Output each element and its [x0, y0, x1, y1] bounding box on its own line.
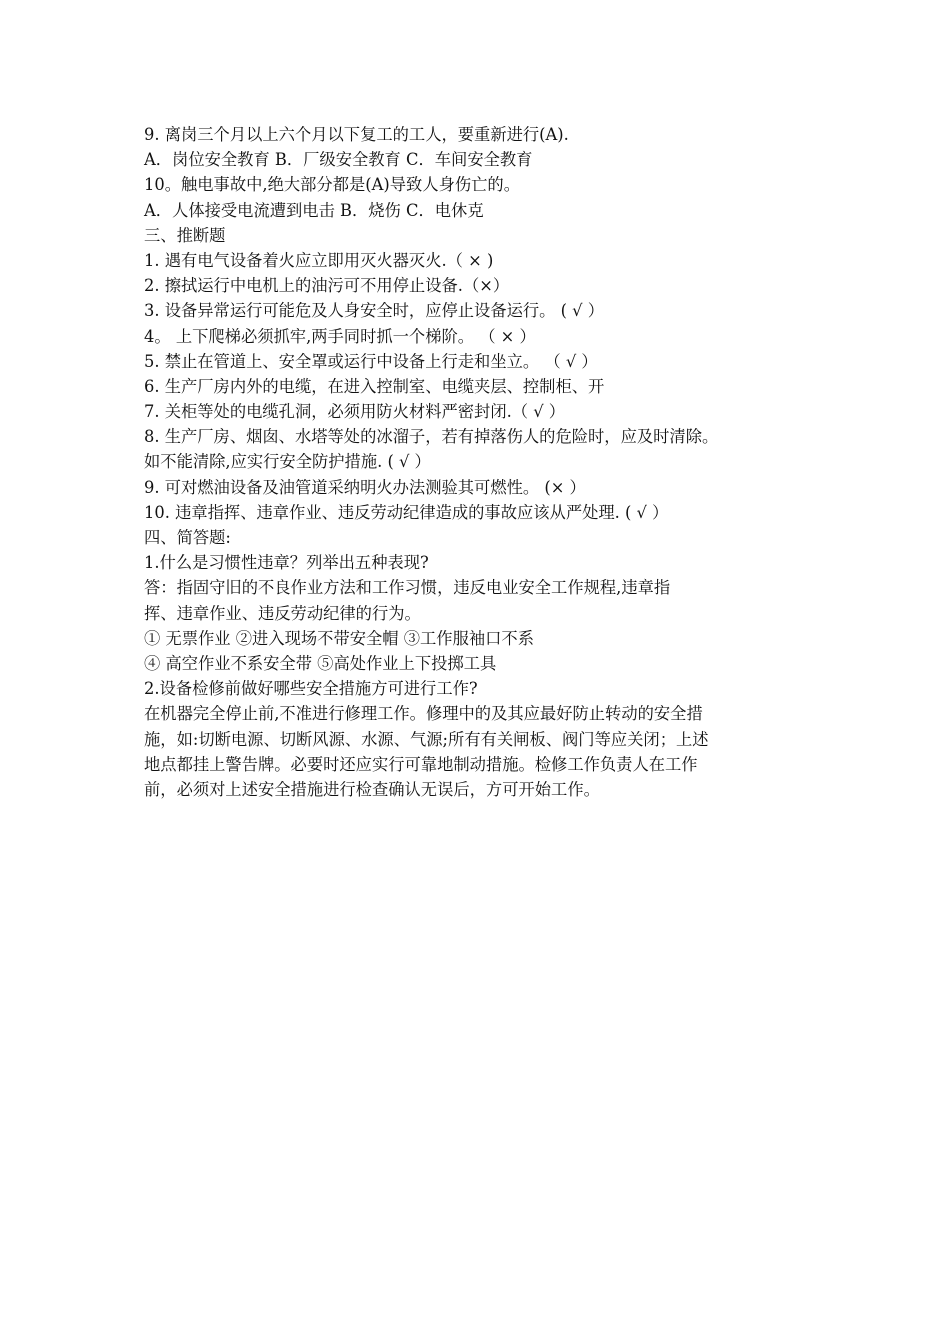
text-line: 2. 擦拭运行中电机上的油污可不用停止设备.（×） — [144, 276, 510, 296]
text-line: 施，如:切断电源、切断风源、水源、气源;所有有关闸板、阀门等应关闭；上述 — [144, 729, 709, 749]
text-line: 10. 违章指挥、违章作业、违反劳动纪律造成的事故应该从严处理. ( √ ） — [144, 502, 669, 522]
text-line: 6. 生产厂房内外的电缆，在进入控制室、电缆夹层、控制柜、开 — [144, 376, 605, 396]
section-heading: 三、推断题 — [144, 225, 226, 245]
text-line: 如不能清除,应实行安全防护措施. ( √ ） — [144, 452, 431, 472]
text-line: 3. 设备异常运行可能危及人身安全时，应停止设备运行。 ( √ ） — [144, 301, 604, 321]
section-heading: 四、简答题: — [144, 528, 231, 547]
text-line: 地点都挂上警告牌。必要时还应实行可靠地制动措施。检修工作负责人在工作 — [144, 754, 698, 774]
text-line: 前，必须对上述安全措施进行检查确认无误后，方可开始工作。 — [144, 779, 600, 799]
text-line: 1. 遇有电气设备着火应立即用灭火器灭火.（ × ) — [144, 250, 494, 270]
text-line: 答：指固守旧的不良作业方法和工作习惯，违反电业安全工作规程,违章指 — [144, 578, 671, 598]
text-line: ① 无票作业 ②进入现场不带安全帽 ③工作服袖口不系 — [144, 628, 534, 648]
text-line: 10。触电事故中,绝大部分都是(A)导致人身伤亡的。 — [144, 175, 520, 195]
text-line: ④ 高空作业不系安全带 ⑤高处作业上下投掷工具 — [144, 653, 497, 673]
text-line: 9. 可对燃油设备及油管道采纳明火办法测验其可燃性。 (× ） — [144, 477, 586, 497]
text-line: 9. 离岗三个月以上六个月以下复工的工人，要重新进行(A). — [144, 125, 569, 144]
text-line: 在机器完全停止前,不准进行修理工作。修理中的及其应最好防止转动的安全措 — [144, 704, 703, 724]
text-line: 8. 生产厂房、烟囱、水塔等处的冰溜子，若有掉落伤人的危险时，应及时清除。 — [144, 427, 719, 447]
text-line: 挥、违章作业、违反劳动纪律的行为。 — [144, 603, 421, 623]
text-line: 2.设备检修前做好哪些安全措施方可进行工作? — [144, 679, 478, 699]
text-line: 1.什么是习惯性违章？列举出五种表现? — [144, 553, 429, 573]
document-body — [144, 122, 824, 802]
text-line: 4。 上下爬梯必须抓牢,两手同时抓一个梯阶。 （ × ） — [144, 326, 536, 346]
text-line: A．人体接受电流遭到电击 B．烧伤 C．电休克 — [144, 200, 484, 220]
text-line: 5. 禁止在管道上、安全罩或运行中设备上行走和坐立。 （ √ ） — [144, 351, 598, 371]
text-line: 7. 关柜等处的电缆孔洞，必须用防火材料严密封闭.（ √ ） — [144, 402, 566, 422]
text-line: A．岗位安全教育 B．厂级安全教育 C．车间安全教育 — [144, 150, 533, 170]
